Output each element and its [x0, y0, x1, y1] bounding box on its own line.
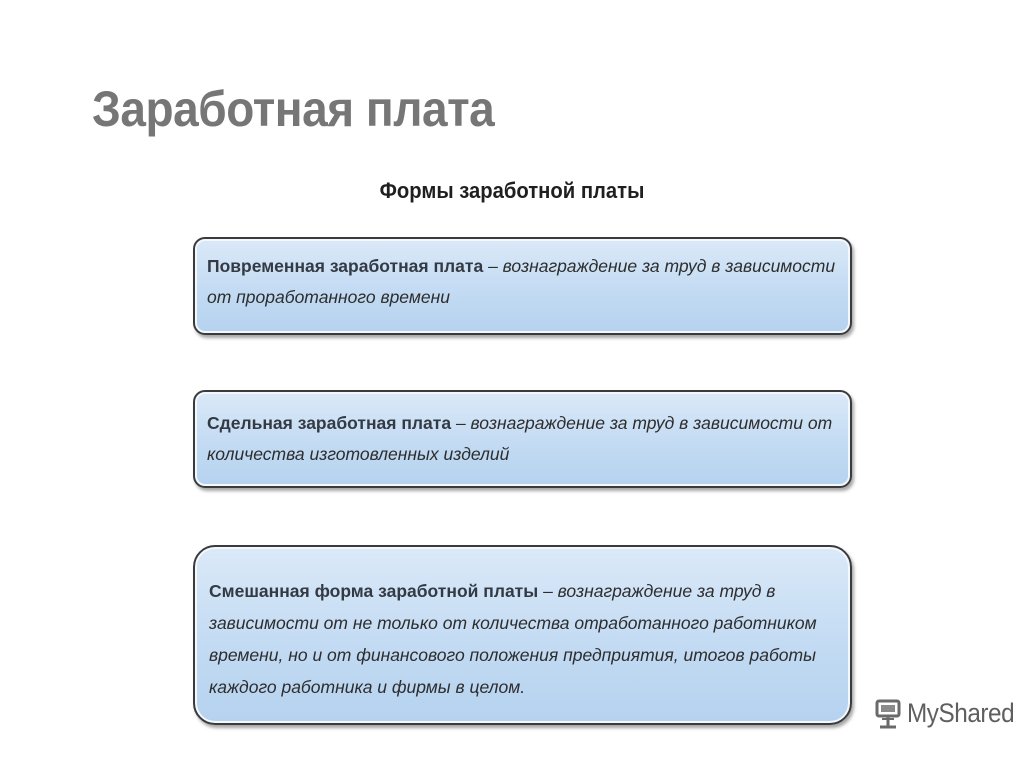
definition-card-mixed-wage [193, 545, 852, 725]
card-definition: – вознаграждение за труд в зависимости от не только от количества отработанного работником времени, но и от финансового положения предприятия, итогов работы каждого работника и фирмы в целом. [209, 581, 817, 697]
card-definition: – вознаграждение за труд в зависимости от проработанного времени [207, 256, 836, 307]
card-term: Сдельная заработная плата [207, 413, 452, 433]
slide-title: Заработная плата [92, 81, 495, 137]
card-term: Смешанная форма заработной платы [209, 581, 539, 601]
card-definition: – вознаграждение за труд в зависимости от количества изготовленных изделий [207, 413, 833, 464]
myshared-logo-icon [874, 699, 902, 729]
definition-card-piece-wage [193, 390, 852, 488]
card-term: Повременная заработная плата [207, 256, 484, 276]
watermark-text: MyShared [907, 698, 1015, 728]
slide-subtitle: Формы заработной платы [379, 178, 645, 203]
definition-card-time-wage [193, 237, 852, 335]
myshared-watermark [874, 698, 1024, 729]
